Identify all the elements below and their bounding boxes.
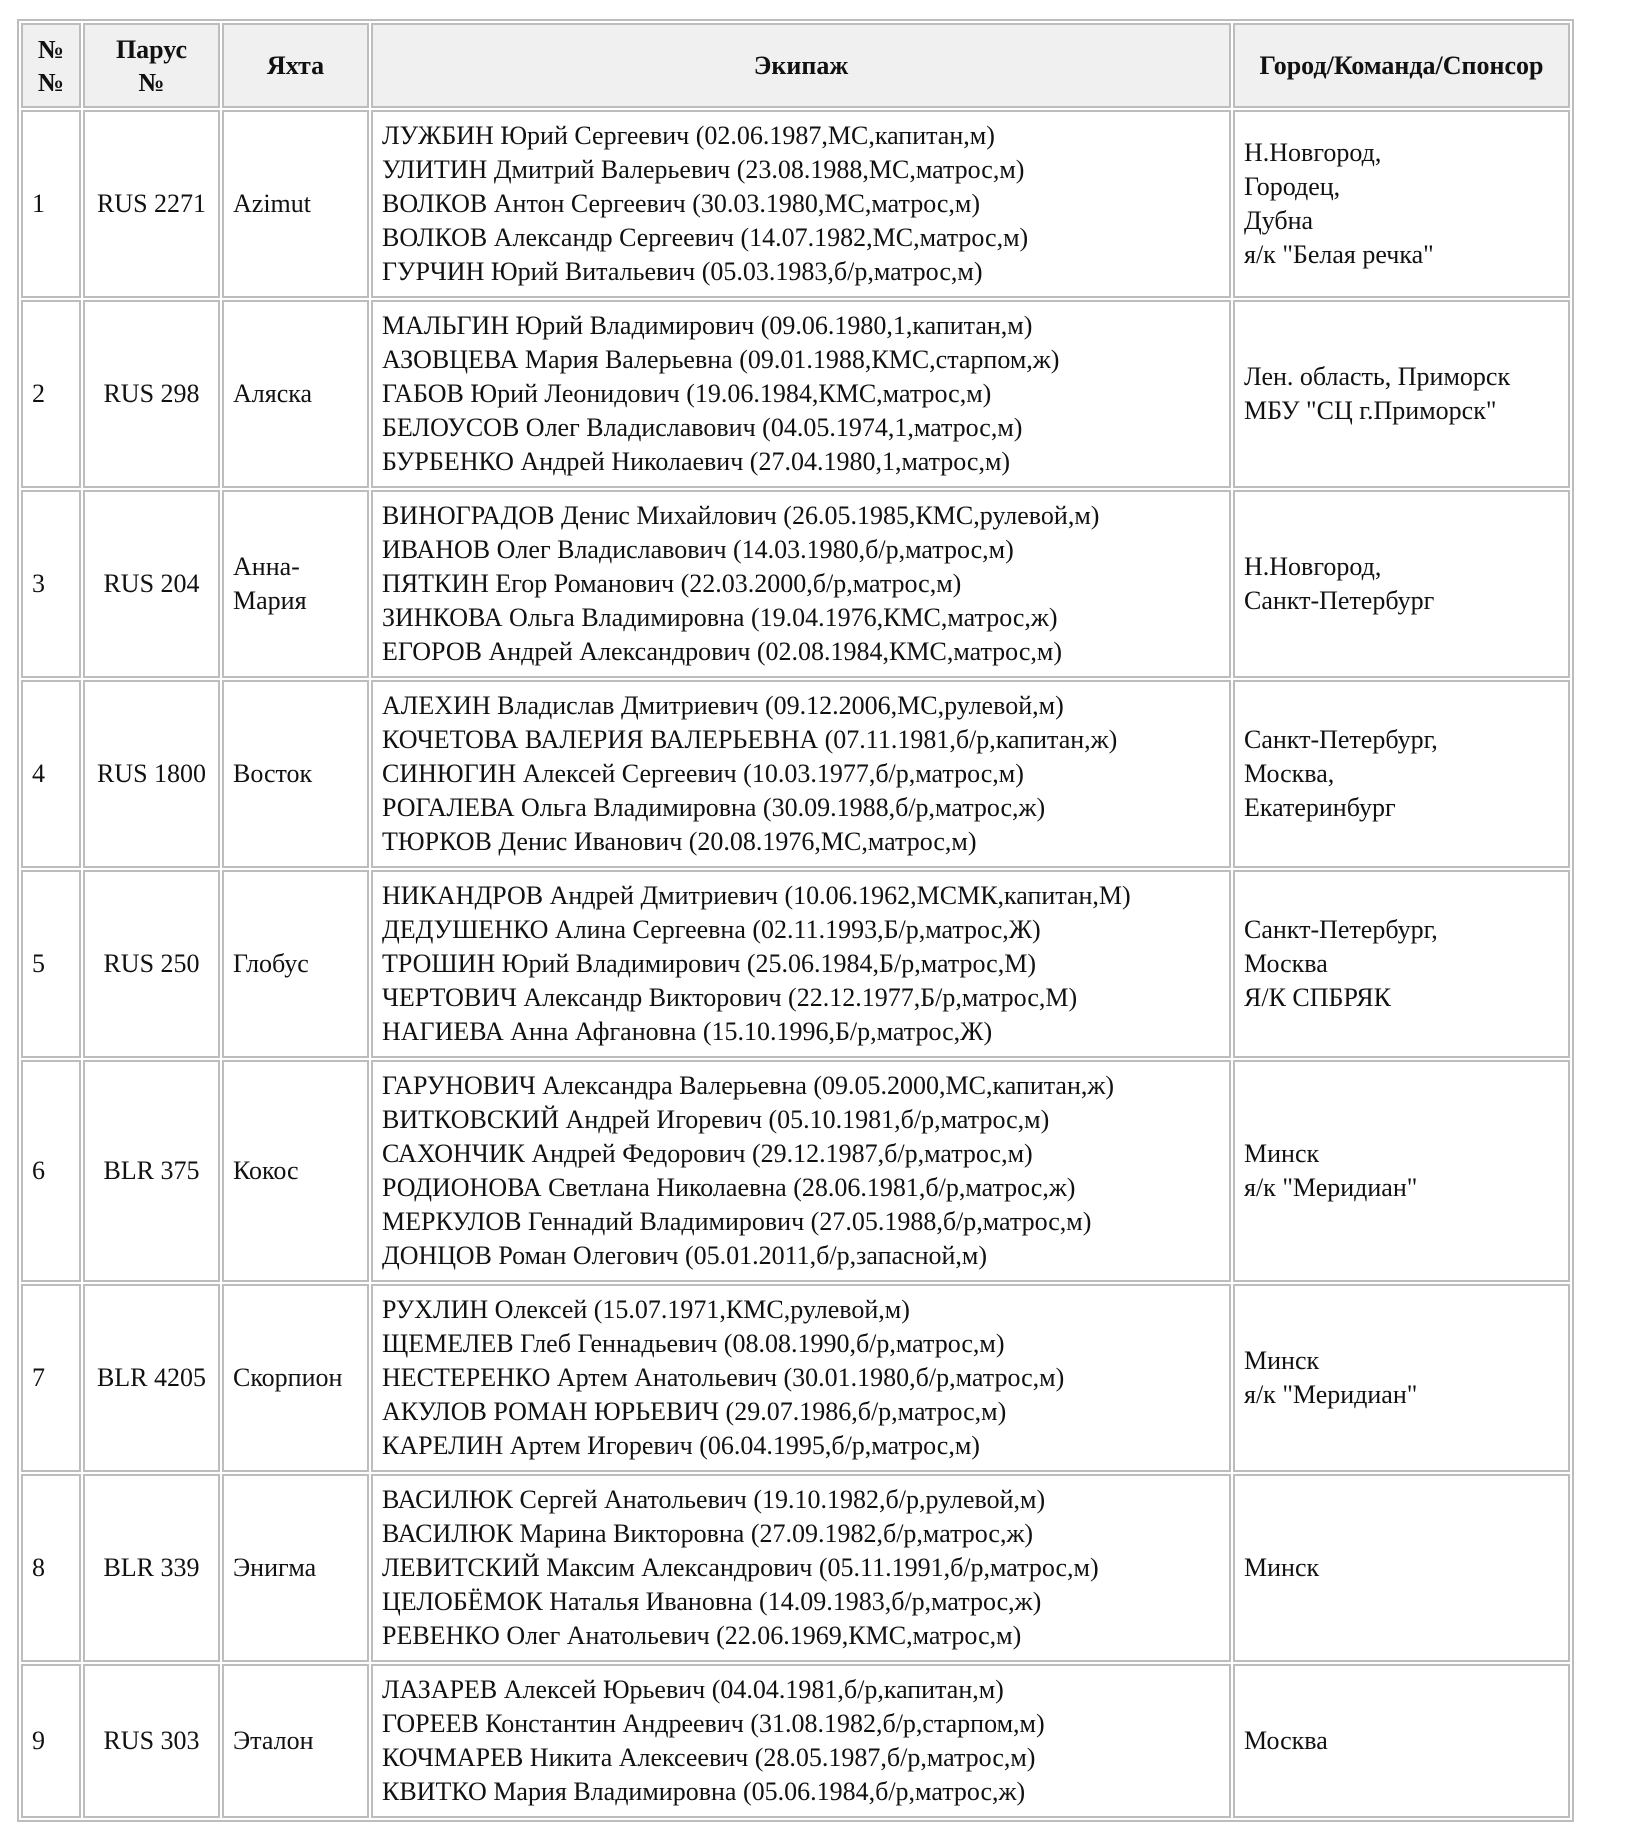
row-number: 4 [21,680,81,868]
sail-number: BLR 4205 [83,1284,220,1472]
crew-member: ЧЕРТОВИЧ Александр Викторович (22.12.1977,Б/р,матрос,М) [382,983,1078,1012]
city-line: Москва [1244,1726,1328,1755]
city-line: Екатеринбург [1244,793,1396,822]
crew-member: ЛЕВИТСКИЙ Максим Александрович (05.11.1991,б/р,матрос,м) [382,1553,1099,1582]
crew-member: КВИТКО Мария Владимировна (05.06.1984,б/р,матрос,ж) [382,1777,1026,1806]
crew-member: СИНЮГИН Алексей Сергеевич (10.03.1977,б/р,матрос,м) [382,759,1024,788]
crew-list [371,1474,1231,1662]
yacht-name: Кокос [222,1060,369,1282]
crew-member: ВОЛКОВ Александр Сергеевич (14.07.1982,МС,матрос,м) [382,223,1029,252]
city-team-sponsor [1233,1664,1570,1818]
city-team-sponsor [1233,1060,1570,1282]
crew-member: ГАРУНОВИЧ Александра Валерьевна (09.05.2000,МС,капитан,ж) [382,1071,1115,1100]
crew-member: ТРОШИН Юрий Владимирович (25.06.1984,Б/р,матрос,М) [382,949,1036,978]
crew-member: САХОНЧИК Андрей Федорович (29.12.1987,б/р,матрос,м) [382,1139,1033,1168]
city-line: Я/К СПБРЯК [1244,983,1391,1012]
yacht-name: Azimut [222,110,369,298]
crew-member: РУХЛИН Олексей (15.07.1971,КМС,рулевой,м) [382,1295,910,1324]
crew-list [371,1060,1231,1282]
city-team-sponsor [1233,1474,1570,1662]
crew-member: ЛУЖБИН Юрий Сергеевич (02.06.1987,МС,капитан,м) [382,121,995,150]
crew-list [371,1664,1231,1818]
sail-number: RUS 303 [83,1664,220,1818]
city-line: Москва, [1244,759,1335,788]
city-team-sponsor [1233,300,1570,488]
city-line: Санкт-Петербург, [1244,915,1438,944]
header-yacht: Яхта [222,23,369,108]
header-num: №№ [21,23,81,108]
row-number: 3 [21,490,81,678]
yacht-name: Энигма [222,1474,369,1662]
crew-member: ИВАНОВ Олег Владиславович (14.03.1980,б/р,матрос,м) [382,535,1014,564]
crew-member: ВАСИЛЮК Марина Викторовна (27.09.1982,б/р,матрос,ж) [382,1519,1034,1548]
city-team-sponsor [1233,870,1570,1058]
city-team-sponsor [1233,1284,1570,1472]
city-line: Дубна [1244,206,1314,235]
row-number: 9 [21,1664,81,1818]
table-row [21,1060,1570,1282]
crew-member: ГАБОВ Юрий Леонидович (19.06.1984,КМС,матрос,м) [382,379,992,408]
yacht-name: Аляска [222,300,369,488]
crew-member: ЛАЗАРЕВ Алексей Юрьевич (04.04.1981,б/р,капитан,м) [382,1675,1004,1704]
crew-member: ВИТКОВСКИЙ Андрей Игоревич (05.10.1981,б/р,матрос,м) [382,1105,1050,1134]
crew-member: ВОЛКОВ Антон Сергеевич (30.03.1980,МС,матрос,м) [382,189,980,218]
crew-member: ПЯТКИН Егор Романович (22.03.2000,б/р,матрос,м) [382,569,962,598]
city-line: Санкт-Петербург, [1244,725,1438,754]
crew-member: МЕРКУЛОВ Геннадий Владимирович (27.05.1988,б/р,матрос,м) [382,1207,1092,1236]
city-line: я/к "Меридиан" [1244,1173,1418,1202]
yacht-name: Анна-Мария [222,490,369,678]
row-number: 1 [21,110,81,298]
crew-member: УЛИТИН Дмитрий Валерьевич (23.08.1988,МС,матрос,м) [382,155,1025,184]
city-line: МБУ "СЦ г.Приморск" [1244,396,1497,425]
yacht-name: Скорпион [222,1284,369,1472]
header-sail [83,23,220,108]
crew-member: АЗОВЦЕВА Мария Валерьевна (09.01.1988,КМС,старпом,ж) [382,345,1060,374]
yacht-name: Эталон [222,1664,369,1818]
table-row [21,1664,1570,1818]
crew-member: ЗИНКОВА Ольга Владимировна (19.04.1976,КМС,матрос,ж) [382,603,1058,632]
city-line: Минск [1244,1139,1320,1168]
crew-member: АЛЕХИН Владислав Дмитриевич (09.12.2006,МС,рулевой,м) [382,691,1064,720]
city-line: Минск [1244,1346,1320,1375]
table-row [21,1284,1570,1472]
crew-list [371,490,1231,678]
city-line: я/к "Белая речка" [1244,240,1434,269]
sail-number: RUS 250 [83,870,220,1058]
city-line: Н.Новгород, [1244,138,1382,167]
city-line: Москва [1244,949,1328,978]
crew-list [371,110,1231,298]
crew-member: НАГИЕВА Анна Афгановна (15.10.1996,Б/р,матрос,Ж) [382,1017,993,1046]
crew-table [17,19,1574,1822]
city-line: Н.Новгород, [1244,552,1382,581]
city-team-sponsor [1233,680,1570,868]
row-number: 2 [21,300,81,488]
city-line: Минск [1244,1553,1320,1582]
crew-list [371,300,1231,488]
crew-member: РОГАЛЕВА Ольга Владимировна (30.09.1988,б/р,матрос,ж) [382,793,1046,822]
crew-member: ДОНЦОВ Роман Олегович (05.01.2011,б/р,запасной,м) [382,1241,988,1270]
crew-member: РОДИОНОВА Светлана Николаевна (28.06.1981,б/р,матрос,ж) [382,1173,1076,1202]
city-team-sponsor [1233,490,1570,678]
crew-member: АКУЛОВ РОМАН ЮРЬЕВИЧ (29.07.1986,б/р,матрос,м) [382,1397,1007,1426]
crew-member: РЕВЕНКО Олег Анатольевич (22.06.1969,КМС,матрос,м) [382,1621,1022,1650]
crew-member: ЦЕЛОБЁМОК Наталья Ивановна (14.09.1983,б/р,матрос,ж) [382,1587,1042,1616]
crew-list [371,1284,1231,1472]
header-crew: Экипаж [371,23,1231,108]
table-body [21,110,1570,1818]
row-number: 8 [21,1474,81,1662]
sail-number: BLR 375 [83,1060,220,1282]
crew-member: ТЮРКОВ Денис Иванович (20.08.1976,МС,матрос,м) [382,827,977,856]
crew-member: КАРЕЛИН Артем Игоревич (06.04.1995,б/р,матрос,м) [382,1431,980,1460]
table-row [21,300,1570,488]
table-row [21,680,1570,868]
crew-list [371,680,1231,868]
sail-number: BLR 339 [83,1474,220,1662]
crew-member: НЕСТЕРЕНКО Артем Анатольевич (30.01.1980,б/р,матрос,м) [382,1363,1065,1392]
header-row [21,23,1570,108]
sail-number: RUS 298 [83,300,220,488]
crew-member: КОЧМАРЕВ Никита Алексеевич (28.05.1987,б/р,матрос,м) [382,1743,1036,1772]
table-row [21,490,1570,678]
crew-member: ЕГОРОВ Андрей Александрович (02.08.1984,КМС,матрос,м) [382,637,1062,666]
table-row [21,110,1570,298]
city-line: Городец, [1244,172,1341,201]
crew-member: БУРБЕНКО Андрей Николаевич (27.04.1980,1,матрос,м) [382,447,1011,476]
crew-member: ГОРЕЕВ Константин Андреевич (31.08.1982,б/р,старпом,м) [382,1709,1045,1738]
crew-member: ЩЕМЕЛЕВ Глеб Геннадьевич (08.08.1990,б/р,матрос,м) [382,1329,1005,1358]
sail-number: RUS 1800 [83,680,220,868]
crew-member: ВИНОГРАДОВ Денис Михайлович (26.05.1985,КМС,рулевой,м) [382,501,1100,530]
city-line: Санкт-Петербург [1244,586,1435,615]
city-line: Лен. область, Приморск [1244,362,1511,391]
crew-member: БЕЛОУСОВ Олег Владиславович (04.05.1974,1,матрос,м) [382,413,1023,442]
crew-member: ВАСИЛЮК Сергей Анатольевич (19.10.1982,б/р,рулевой,м) [382,1485,1046,1514]
crew-member: ГУРЧИН Юрий Витальевич (05.03.1983,б/р,матрос,м) [382,257,983,286]
sail-number: RUS 2271 [83,110,220,298]
row-number: 7 [21,1284,81,1472]
table-row [21,870,1570,1058]
crew-list [371,870,1231,1058]
crew-member: МАЛЬГИН Юрий Владимирович (09.06.1980,1,капитан,м) [382,311,1033,340]
crew-member: КОЧЕТОВА ВАЛЕРИЯ ВАЛЕРЬЕВНА (07.11.1981,б/р,капитан,ж) [382,725,1118,754]
header-city: Город/Команда/Спонсор [1233,23,1570,108]
header-sail-line1: Парус [115,34,188,64]
crew-member: НИКАНДРОВ Андрей Дмитриевич (10.06.1962,МСМК,капитан,М) [382,881,1131,910]
header-sail-line2: № [138,67,165,97]
row-number: 6 [21,1060,81,1282]
table-container [17,19,1574,1822]
crew-member: ДЕДУШЕНКО Алина Сергеевна (02.11.1993,Б/р,матрос,Ж) [382,915,1041,944]
city-team-sponsor [1233,110,1570,298]
yacht-name: Глобус [222,870,369,1058]
city-line: я/к "Меридиан" [1244,1380,1418,1409]
yacht-name: Восток [222,680,369,868]
sail-number: RUS 204 [83,490,220,678]
row-number: 5 [21,870,81,1058]
table-row [21,1474,1570,1662]
